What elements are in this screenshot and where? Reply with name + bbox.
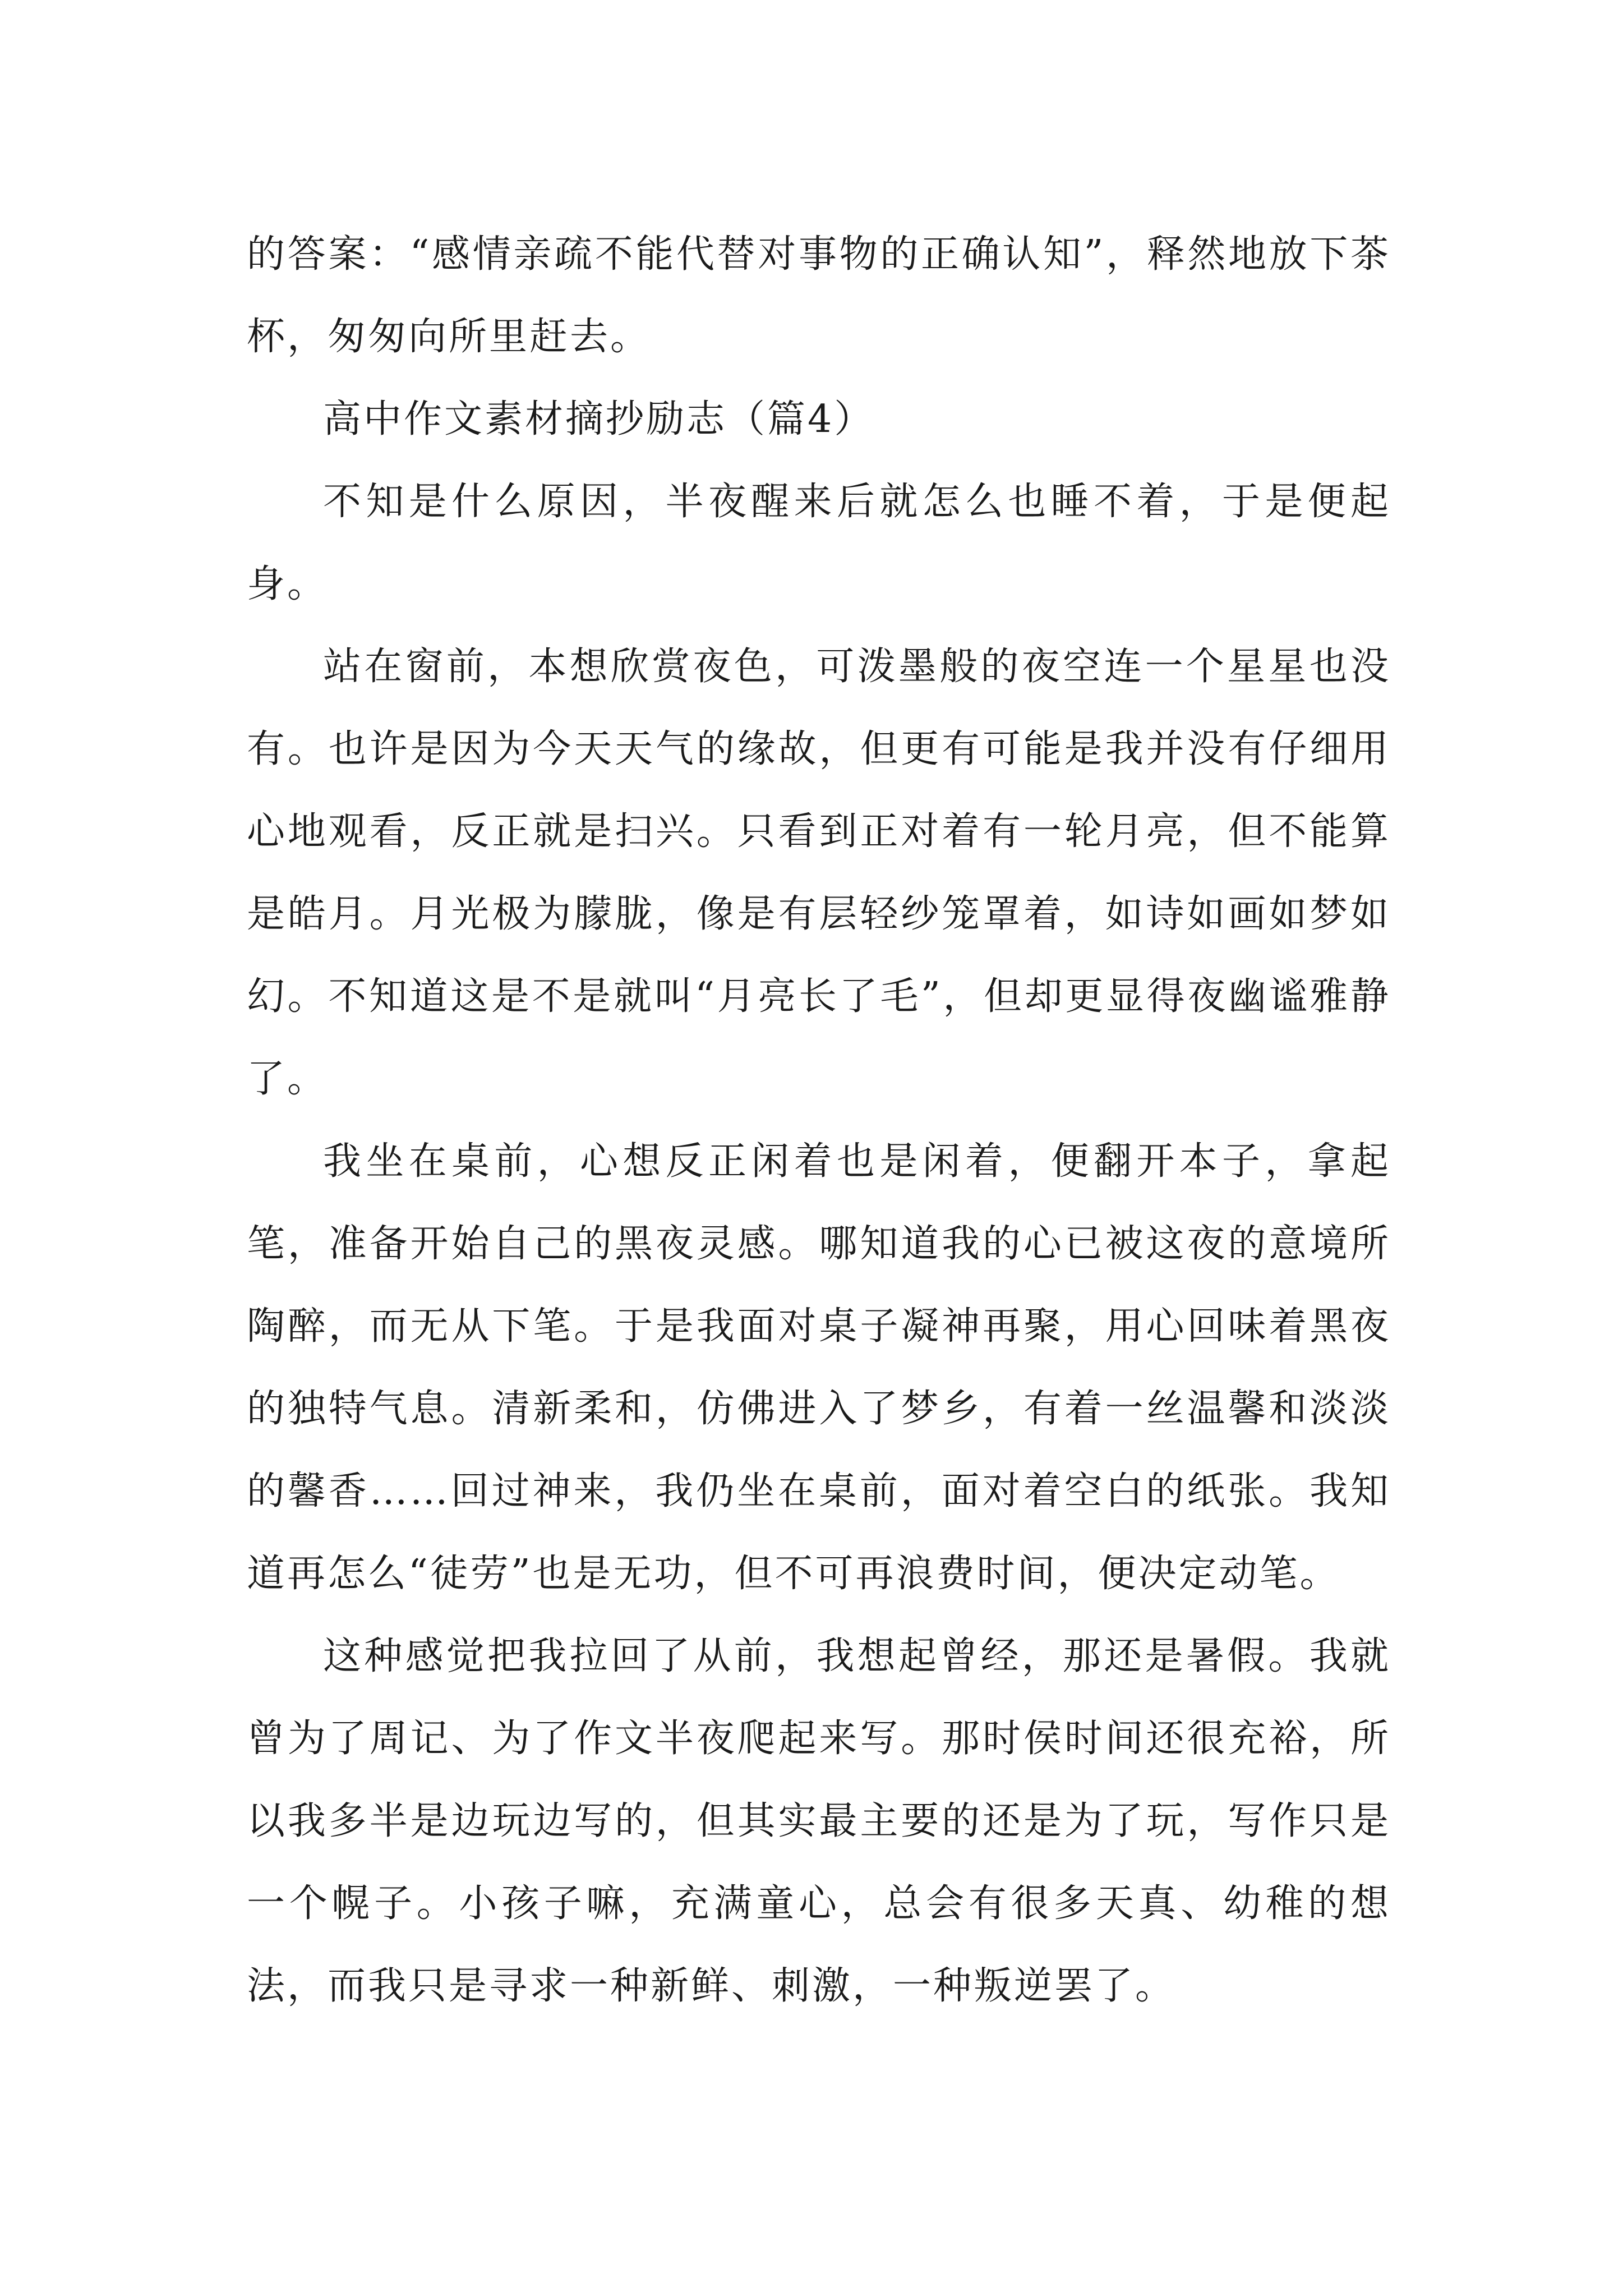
document-body bbox=[247, 213, 1391, 2027]
paragraph: 不知是什么原因，半夜醒来后就怎么也睡不着，于是便起身。 bbox=[247, 480, 1391, 606]
paragraph: 我坐在桌前，心想反正闲着也是闲着，便翻开本子，拿起笔，准备开始自己的黑夜灵感。哪知道我的心已被这夜的意境所陶醉，而无从下笔。于是我面对桌子凝神再聚，用心回味着黑夜的独特气息。清新柔和，仿佛进入了梦乡，有着一丝温馨和淡淡的馨香……回过神来，我仍坐在桌前，面对着空白的纸张。我知道再怎么“徒劳”也是无功，但不可再浪费时间，便决定动笔。 bbox=[247, 1139, 1391, 1596]
paragraph: 站在窗前，本想欣赏夜色，可泼墨般的夜空连一个星星也没有。也许是因为今天天气的缘故，但更有可能是我并没有仔细用心地观看，反正就是扫兴。只看到正对着有一轮月亮，但不能算是皓月。月光极为朦胧，像是有层轻纱笼罩着，如诗如画如梦如幻。不知道这是不是就叫“月亮长了毛”，但却更显得夜幽谧雅静了。 bbox=[247, 645, 1391, 1101]
paragraph: 这种感觉把我拉回了从前，我想起曾经，那还是暑假。我就曾为了周记、为了作文半夜爬起来写。那时侯时间还很充裕，所以我多半是边玩边写的，但其实最主要的还是为了玩，写作只是一个幌子。小孩子嘛，充满童心，总会有很多天真、幼稚的想法，而我只是寻求一种新鲜、刺激，一种叛逆罢了。 bbox=[247, 1634, 1391, 2008]
section-heading: 高中作文素材摘抄励志（篇4） bbox=[323, 397, 875, 441]
paragraph-continued: 的答案：“感情亲疏不能代替对事物的正确认知”，释然地放下茶杯，匆匆向所里赶去。 bbox=[247, 232, 1391, 359]
